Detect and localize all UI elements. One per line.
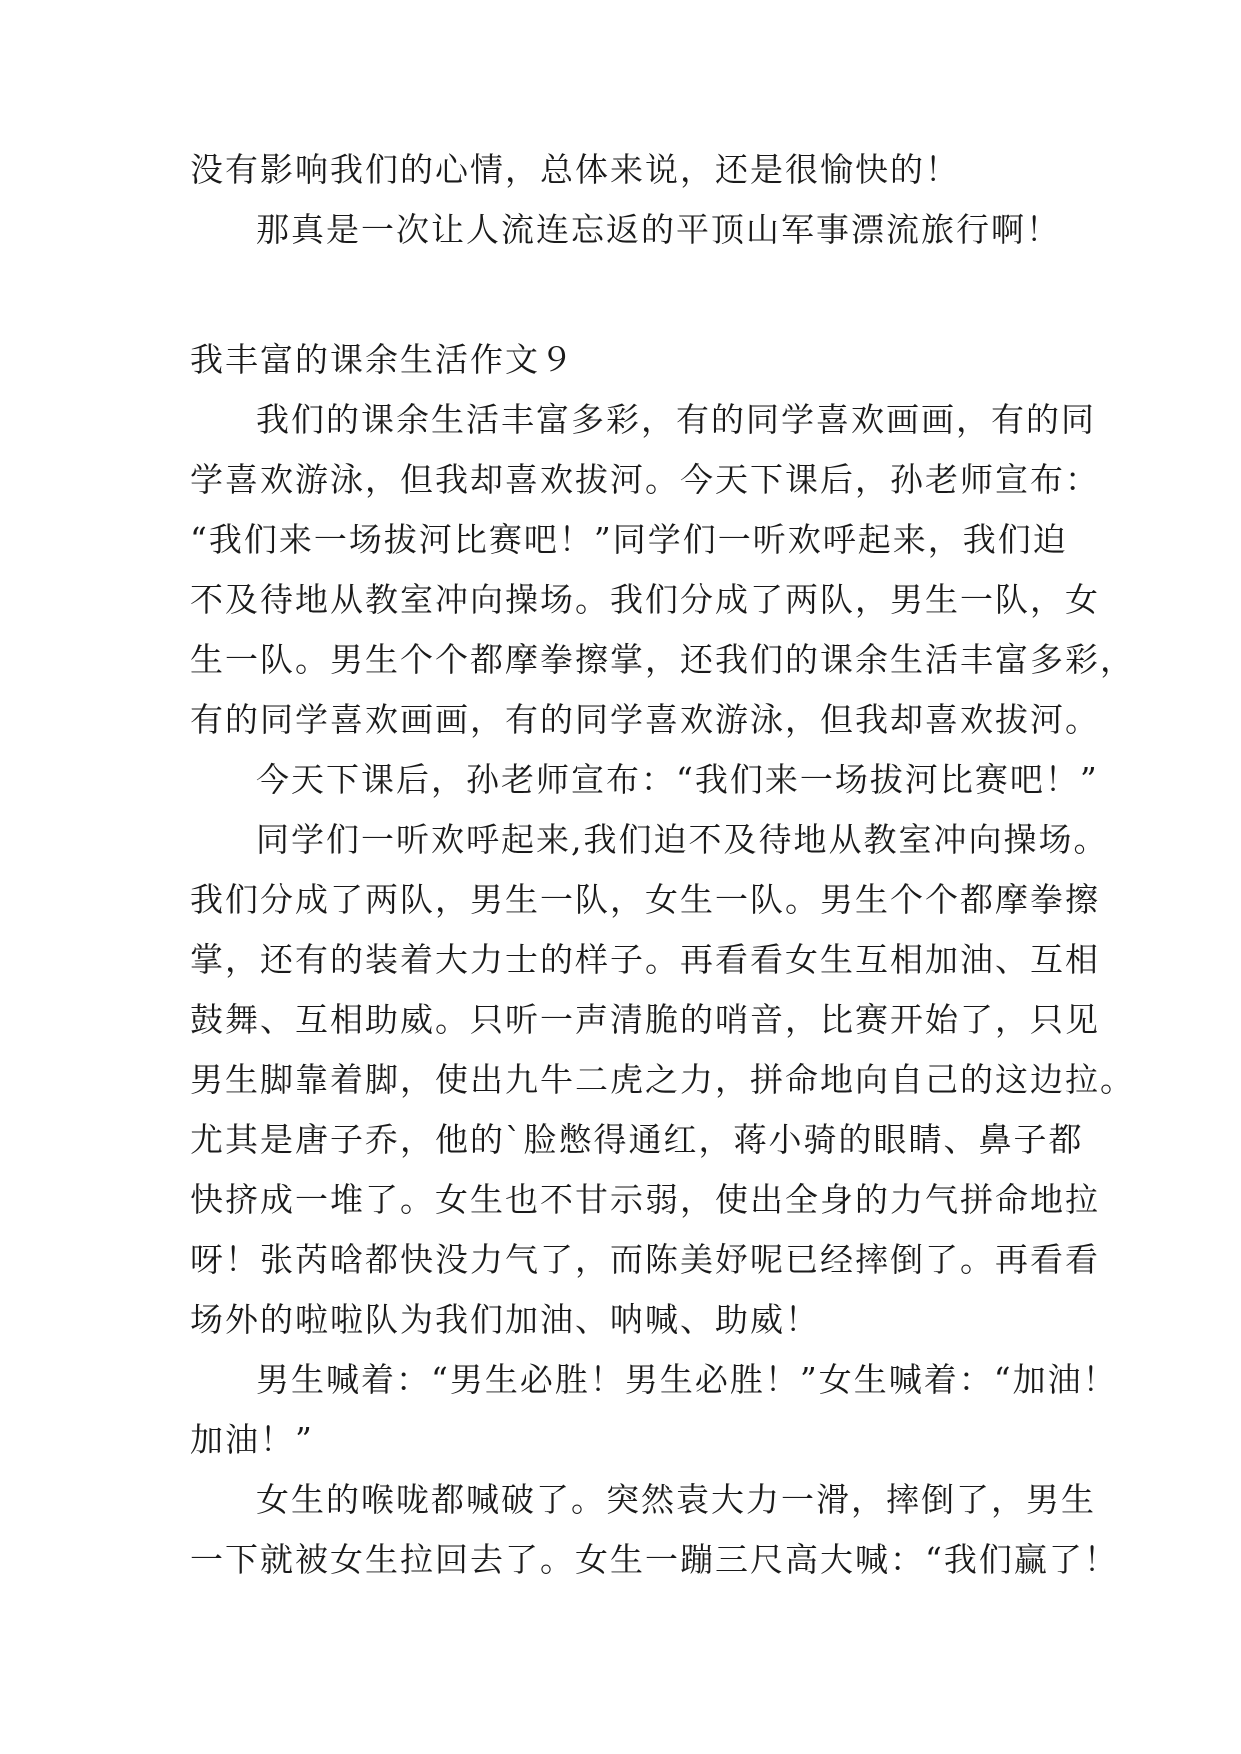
text-line: 没有影响我们的心情，总体来说，还是很愉快的！	[190, 150, 960, 189]
text-line: 快挤成一堆了。女生也不甘示弱，使出全身的力气拼命地拉	[190, 1180, 1100, 1219]
text-line: 场外的啦啦队为我们加油、呐喊、助威！	[190, 1300, 820, 1339]
text-line: 男生脚靠着脚，使出九牛二虎之力，拼命地向自己的这边拉。	[190, 1060, 1135, 1099]
text-line: 男生喊着：“男生必胜！男生必胜！”女生喊着：“加油！	[256, 1360, 1118, 1399]
text-line: 鼓舞、互相助威。只听一声清脆的哨音，比赛开始了，只见	[190, 1000, 1100, 1039]
text-line: 尤其是唐子乔，他的`脸憋得通红，蒋小骑的眼睛、鼻子都	[190, 1120, 1084, 1159]
text-line: 女生的喉咙都喊破了。突然袁大力一滑，摔倒了，男生	[256, 1480, 1096, 1519]
text-line: 那真是一次让人流连忘返的平顶山军事漂流旅行啊！	[256, 210, 1061, 249]
text-line: 学喜欢游泳，但我却喜欢拔河。今天下课后，孙老师宣布：	[190, 460, 1100, 499]
text-line: 我们的课余生活丰富多彩，有的同学喜欢画画，有的同	[256, 400, 1096, 439]
text-line: 同学们一听欢呼起来,我们迫不及待地从教室冲向操场。	[256, 820, 1109, 859]
text-line: 我们分成了两队，男生一队，女生一队。男生个个都摩拳擦	[190, 880, 1100, 919]
text-line: 生一队。男生个个都摩拳擦掌，还我们的课余生活丰富多彩，	[190, 640, 1135, 679]
text-line: 不及待地从教室冲向操场。我们分成了两队，男生一队，女	[190, 580, 1100, 619]
text-line: 呀！张芮晗都快没力气了，而陈美妤呢已经摔倒了。再看看	[190, 1240, 1100, 1279]
text-line: 一下就被女生拉回去了。女生一蹦三尺高大喊：“我们赢了！	[190, 1540, 1119, 1579]
text-line: 有的同学喜欢画画，有的同学喜欢游泳，但我却喜欢拔河。	[190, 700, 1100, 739]
text-line: 今天下课后，孙老师宣布：“我们来一场拔河比赛吧！”	[256, 760, 1099, 799]
text-line: 掌，还有的装着大力士的样子。再看看女生互相加油、互相	[190, 940, 1100, 979]
text-line: “我们来一场拔河比赛吧！”同学们一听欢呼起来，我们迫	[190, 520, 1068, 559]
text-line: 加油！”	[190, 1420, 314, 1459]
essay-title: 我丰富的课余生活作文９	[190, 340, 575, 379]
